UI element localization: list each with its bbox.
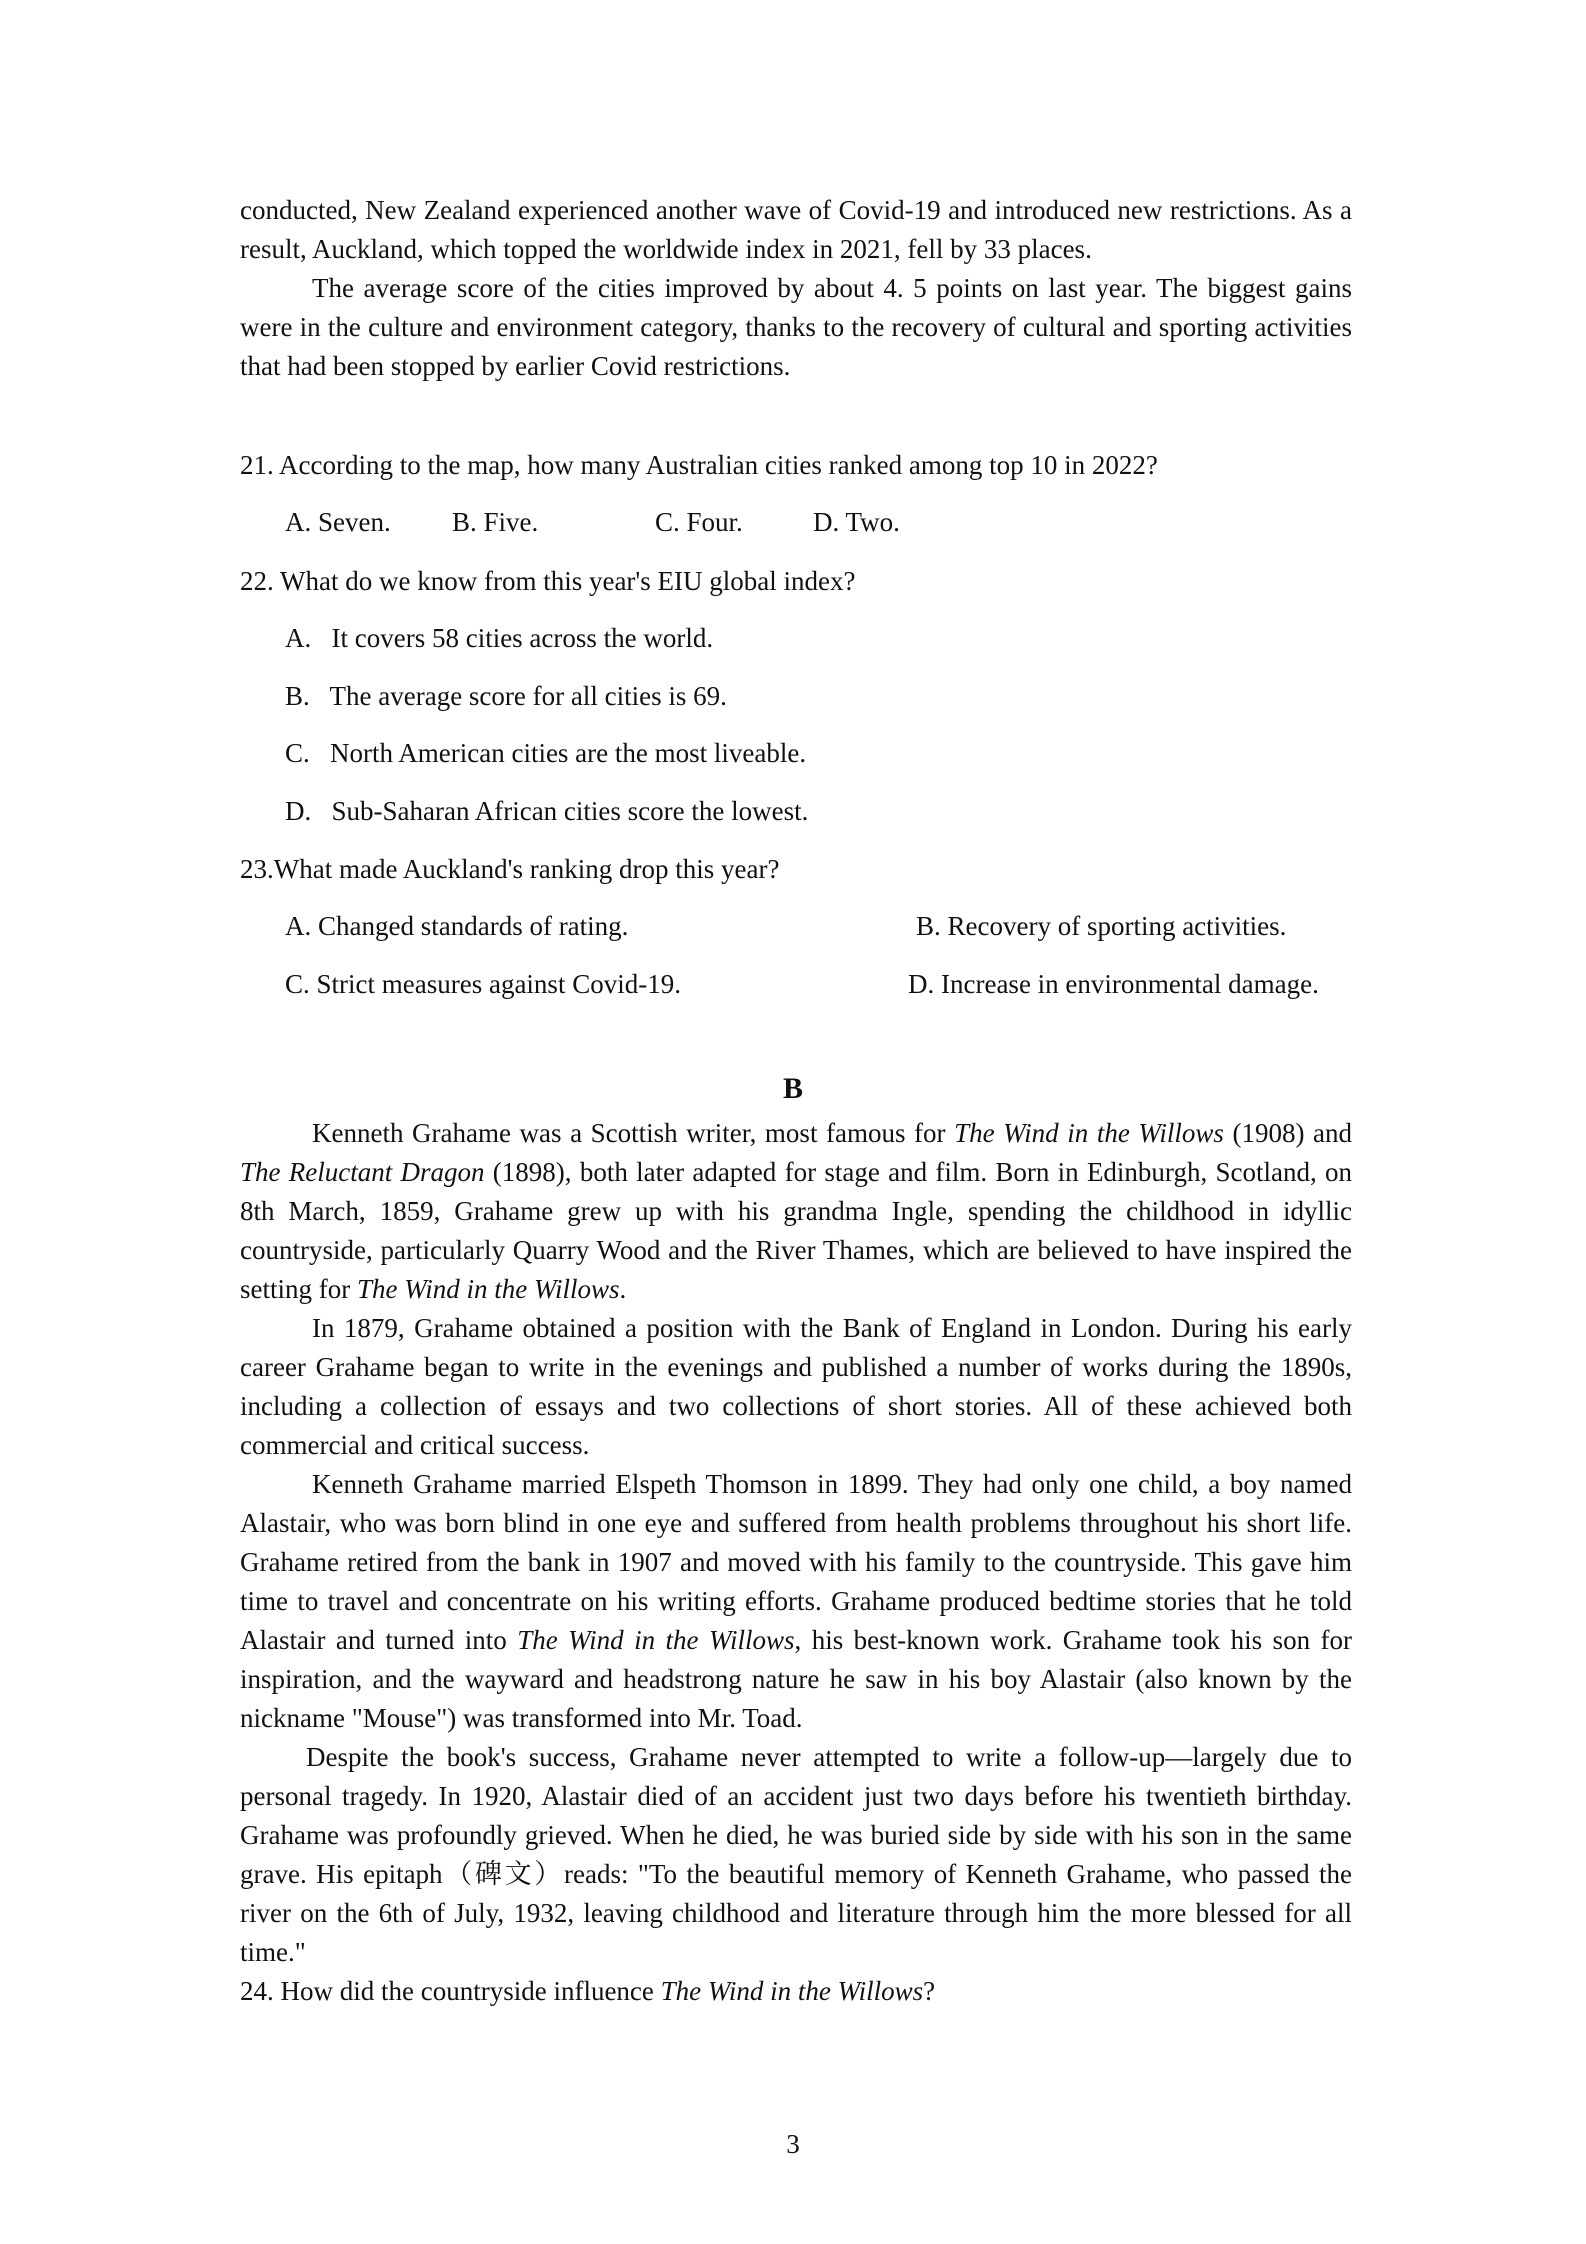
- question-21-option-a[interactable]: A. Seven.: [285, 507, 391, 537]
- question-21-option-c[interactable]: C. Four.: [655, 507, 743, 537]
- passage-b-p1-text-c: (1898), both later adapted for stage and film. Born in Edinburgh, Scotland, on 8th March, 1859, Grahame grew up with his grandma Ingle, spending the childhood in idyllic countryside, particularly Quarry Wood and the River Thames, which are believed to have inspired the setting for: [240, 1157, 1352, 1304]
- question-21-option-d[interactable]: D. Two.: [813, 507, 900, 537]
- page-number: 3: [786, 2129, 800, 2159]
- question-24-book-title: The Wind in the Willows: [660, 1976, 924, 2006]
- passage-b-paragraph-1: [240, 1114, 1352, 1309]
- passage-b: [240, 1114, 1352, 2011]
- passage-a-paragraph-1: conducted, New Zealand experienced another wave of Covid-19 and introduced new restrictions. As a result, Auckland, which topped the worldwide index in 2021, fell by 33 places.: [240, 195, 1352, 264]
- question-23-option-d[interactable]: D. Increase in environmental damage.: [908, 969, 1319, 999]
- question-21-stem: 21. According to the map, how many Australian cities ranked among top 10 in 2022?: [240, 450, 1158, 480]
- passage-b-paragraph-3: [240, 1465, 1352, 1738]
- book-title-willows: The Wind in the Willows: [517, 1625, 795, 1655]
- question-22-option-b[interactable]: B. The average score for all cities is 69.: [285, 681, 727, 711]
- passage-a: [240, 191, 1352, 386]
- question-24-text-a: 24. How did the countryside influence: [240, 1976, 661, 2006]
- question-23-option-c[interactable]: C. Strict measures against Covid-19.: [285, 969, 681, 999]
- question-23-option-a[interactable]: A. Changed standards of rating.: [285, 911, 629, 941]
- book-title-willows: The Wind in the Willows: [356, 1274, 620, 1304]
- book-title-dragon: The Reluctant Dragon: [240, 1157, 485, 1187]
- passage-b-p3-text-b: , his best-known work. Grahame took his son for inspiration, and the wayward and headstrong nature he saw in his boy Alastair (also known by the nickname "Mouse") was transformed into Mr. Toad.: [240, 1625, 1352, 1733]
- question-22-option-a[interactable]: A. It covers 58 cities across the world.: [285, 623, 714, 653]
- question-23-option-b[interactable]: B. Recovery of sporting activities.: [916, 911, 1287, 941]
- question-22-stem: 22. What do we know from this year's EIU global index?: [240, 566, 856, 596]
- passage-b-p1-text-d: .: [619, 1274, 627, 1304]
- question-22-option-d[interactable]: D. Sub-Saharan African cities score the lowest.: [285, 796, 809, 826]
- passage-b-p1-text-b: (1908) and: [1223, 1118, 1352, 1148]
- passage-a-paragraph-2: The average score of the cities improved by about 4. 5 points on last year. The biggest gains were in the culture and environment category, thanks to the recovery of cultural and sporting activities that had been stopped by earlier Covid restrictions.: [240, 273, 1352, 381]
- question-24-text-b: ?: [923, 1976, 936, 2006]
- passage-b-p1-text-a: Kenneth Grahame was a Scottish writer, most famous for: [312, 1118, 955, 1148]
- question-23-stem: 23.What made Auckland's ranking drop this year?: [240, 854, 780, 884]
- question-24-stem: [240, 1972, 1352, 2011]
- passage-b-heading: B: [782, 1072, 803, 1105]
- passage-b-p3-text-a: Kenneth Grahame married Elspeth Thomson in 1899. They had only one child, a boy named Alastair, who was born blind in one eye and suffered from health problems throughout his short life. Grahame retired from the bank in 1907 and moved with his family to the countryside. This gave him time to travel and concentrate on his writing efforts. Grahame produced bedtime stories that he told Alastair and turned into: [240, 1469, 1352, 1655]
- question-22-option-c[interactable]: C. North American cities are the most liveable.: [285, 738, 807, 768]
- question-21-option-b[interactable]: B. Five.: [452, 507, 539, 537]
- passage-b-paragraph-4: Despite the book's success, Grahame never attempted to write a follow-up—largely due to personal tragedy. In 1920, Alastair died of an accident just two days before his twentieth birthday. Grahame was profoundly grieved. When he died, he was buried side by side with his son in the same grave. His epitaph（碑文）reads: "To the beautiful memory of Kenneth Grahame, who passed the river on the 6th of July, 1932, leaving childhood and literature through him the more blessed for all time.": [240, 1742, 1352, 1967]
- passage-b-paragraph-2: In 1879, Grahame obtained a position with the Bank of England in London. During his early career Grahame began to write in the evenings and published a number of works during the 1890s, including a collection of essays and two collections of short stories. All of these achieved both commercial and critical success.: [240, 1313, 1352, 1460]
- book-title-willows: The Wind in the Willows: [954, 1118, 1224, 1148]
